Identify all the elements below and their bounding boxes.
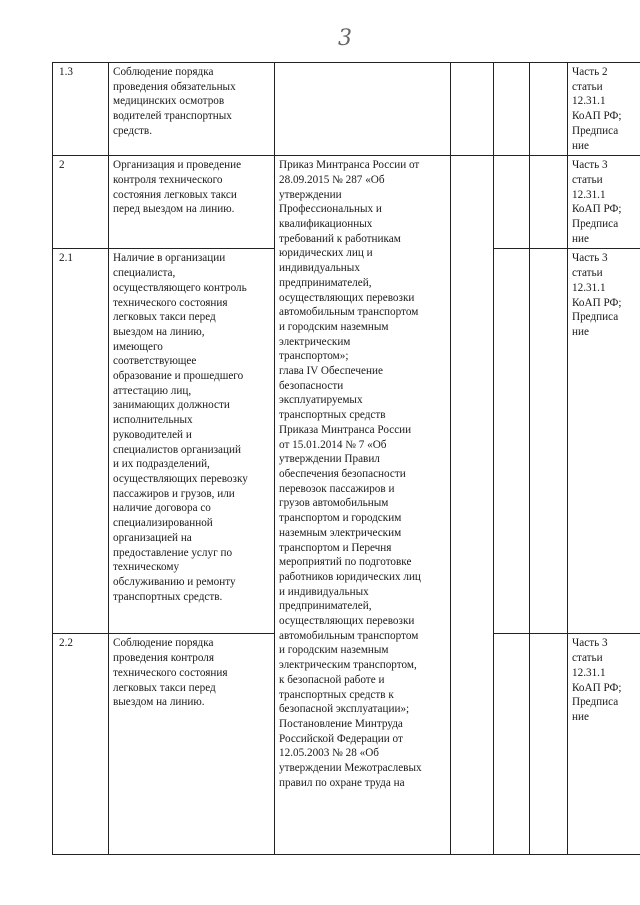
legal-basis-text: Приказ Минтранса России от 28.09.2015 № 287 «Об утверждении Профессиональных и квалификационных требований к работникам юридических лиц и индивидуальных предпринимателей, осуществляющих перевозки автомобильным транспортом и городским наземным электрическим транспортом»; глава IV Обеспечение безопасности эксплуатируемых транспортных средств Приказа Минтранса России от 15.01.2014 № 7 «Об утверждении Правил обеспечения безопасности перевозок пассажиров и грузов автомобильным транспортом и городским наземным электрическим транспортом и Перечня мероприятий по подготовке работников юридических лиц и индивидуальных предпринимателей, осуществляющих перевозки автомобильным транспортом и городским наземным электрическим транспортом, к безопасной работе и транспортных средств к безопасной эксплуатации»; Постановление Минтруда Российской Федерации от 12.05.2003 № 28 «Об утверждении Межотраслевых правил по охране труда на — [279, 159, 422, 789]
row-number-cell — [53, 63, 109, 156]
reference-cell — [568, 634, 640, 855]
row-number: 2.2 — [59, 637, 73, 650]
empty-cell — [494, 634, 530, 855]
row-number-cell — [53, 634, 109, 855]
requirement-cell — [109, 156, 275, 249]
empty-cell — [530, 634, 568, 855]
requirement-text: Организация и проведение контроля технического состояния легковых такси перед выездом на линию. — [113, 159, 242, 216]
reference-cell — [568, 156, 640, 249]
empty-cell — [494, 249, 530, 634]
empty-cell — [494, 63, 530, 156]
empty-cell — [451, 156, 494, 855]
page-number-mark: 3 — [338, 26, 352, 51]
requirement-cell — [109, 634, 275, 855]
legal-basis-cell-empty — [275, 63, 451, 156]
reference-text: Часть 3 статьи 12.31.1 КоАП РФ; Предписа ние — [572, 252, 622, 338]
row-number: 2.1 — [59, 252, 73, 265]
reference-cell — [568, 63, 640, 156]
empty-cell — [530, 156, 568, 249]
requirement-cell — [109, 63, 275, 156]
reference-text: Часть 3 статьи 12.31.1 КоАП РФ; Предписа ние — [572, 637, 622, 723]
row-number-cell — [53, 156, 109, 249]
empty-cell — [451, 63, 494, 156]
table-row — [53, 63, 640, 156]
empty-cell — [530, 63, 568, 156]
empty-cell — [530, 249, 568, 634]
reference-cell — [568, 249, 640, 634]
table-row — [53, 156, 640, 249]
requirements-table — [52, 62, 640, 855]
row-number: 1.3 — [59, 66, 73, 78]
reference-text: Часть 3 статьи 12.31.1 КоАП РФ; Предписа ние — [572, 159, 622, 245]
row-number: 2 — [59, 159, 65, 172]
reference-text: Часть 2 статьи 12.31.1 КоАП РФ; Предписа ние — [572, 66, 622, 152]
empty-cell — [494, 156, 530, 249]
row-number-cell — [53, 249, 109, 634]
requirement-text: Соблюдение порядка проведения контроля технического состояния легковых такси перед выездом на линию. — [113, 637, 228, 709]
requirement-text: Соблюдение порядка проведения обязательных медицинских осмотров водителей транспортных средств. — [113, 66, 236, 137]
requirement-cell — [109, 249, 275, 634]
requirement-text: Наличие в организации специалиста, осуществляющего контроль технического состояния легковых такси перед выездом на линию, имеющего соответствующее образование и прошедшего аттестацию лиц, занимающих должности исполнительных руководителей и специалистов организаций и их подразделений, осуществляющих перевозку пассажиров и грузов, или наличие договора со специализированной организацией на предоставление услуг по техническому обслуживанию и ремонту транспортных средств. — [113, 252, 248, 603]
legal-basis-cell — [275, 156, 451, 855]
